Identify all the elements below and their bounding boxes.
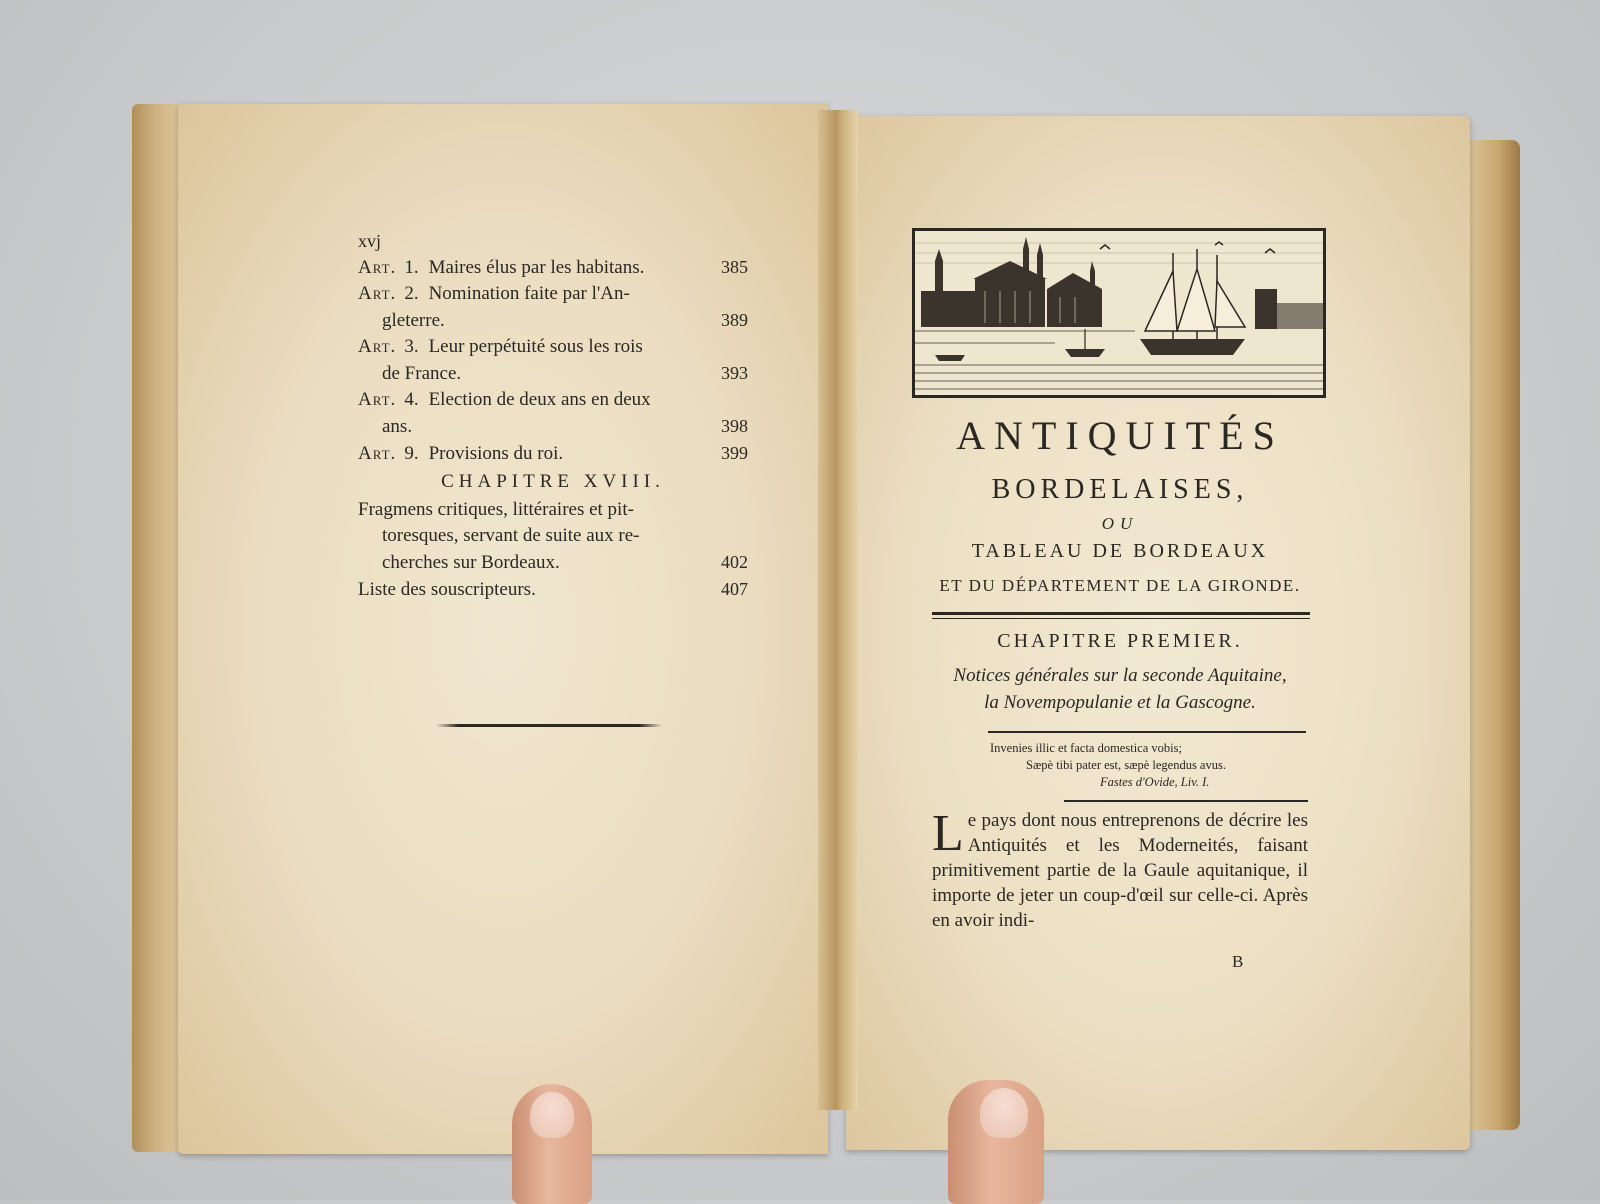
page-number: xvj [358, 231, 382, 251]
toc-entry-text: Fragmens critiques, littéraires et pit- [358, 499, 634, 520]
epigraph-source: Fastes d'Ovide, Liv. I. [1100, 775, 1210, 789]
toc-entry-text: Nomination faite par l'An- [428, 283, 630, 304]
toc-entry-page: 385 [721, 257, 748, 277]
toc-entry-label: Art. [358, 336, 397, 357]
toc-entry-label: Art. [358, 443, 397, 464]
epigraph-rule-bottom [1064, 800, 1308, 802]
epigraph-rule-top [988, 731, 1306, 733]
body-paragraph [932, 805, 1308, 933]
chapter-heading: CHAPITRE XVIII. [441, 471, 665, 492]
toc-entry-number: 9. [404, 443, 419, 464]
toc-entry-text-cont: cherches sur Bordeaux. [382, 552, 560, 573]
toc-entry-text-cont: ans. [382, 416, 413, 437]
toc-entry-page: 393 [721, 363, 748, 383]
table-of-contents [358, 228, 748, 603]
toc-entry-page: 389 [721, 310, 748, 330]
chapter-subtitle [880, 662, 1360, 716]
toc-entry-text: Leur perpétuité sous les rois [428, 336, 643, 357]
toc-entry-text-cont: de France. [382, 363, 462, 384]
toc-entry-text-cont: toresques, servant de suite aux re- [382, 525, 640, 546]
toc-entry-label: Art. [358, 257, 397, 278]
chapter-subtitle-line: Notices générales sur la seconde Aquitaine, [953, 665, 1287, 686]
epigraph [990, 740, 1310, 791]
chapter-title: CHAPITRE PREMIER. [997, 630, 1243, 652]
toc-entry [358, 576, 748, 603]
toc-entry [358, 254, 748, 281]
toc-entry-text: Maires élus par les habitans. [428, 257, 645, 278]
drop-cap: L [932, 805, 964, 862]
toc-entry-page: 407 [721, 579, 748, 599]
body-first-line: e pays dont nous entreprenons de [967, 810, 1224, 831]
toc-entry-page: 399 [721, 443, 748, 463]
toc-entry-page: 402 [721, 552, 748, 572]
toc-entry-page: 398 [721, 416, 748, 436]
toc-entry [358, 334, 748, 387]
harbour-woodcut-illustration [912, 228, 1326, 398]
signature-mark: B [1232, 952, 1244, 971]
toc-entry-number: 4. [404, 389, 419, 410]
toc-entry-text: Liste des souscripteurs. [358, 579, 536, 600]
toc-entry-number: 1. [404, 257, 419, 278]
book-title-line-3: OU [1101, 514, 1139, 533]
book-title-line-5: ET DU DÉPARTEMENT DE LA GIRONDE. [939, 576, 1301, 595]
epigraph-line: Sæpè tibi pater est, sæpè legendus avus. [1026, 758, 1226, 772]
book-gutter [818, 110, 858, 1110]
epigraph-line: Invenies illic et facta domestica vobis; [990, 741, 1182, 755]
chapter-subtitle-line: la Novempopulanie et la Gascogne. [984, 692, 1256, 713]
toc-chapter-entry [358, 497, 748, 576]
toc-entry [358, 440, 748, 467]
title-rule [932, 612, 1310, 619]
toc-entry-number: 2. [404, 283, 419, 304]
body-text: décrire les Antiquités et les Moderneités, faisant primitivement partie de la Gaule aquitanique, il importe de jeter un coup-d'œil sur celle-ci. Après en avoir indi- [932, 810, 1308, 931]
book-title-line-2: BORDELAISES, [991, 474, 1249, 505]
toc-entry-label: Art. [358, 283, 397, 304]
toc-entry-text-cont: gleterre. [382, 310, 445, 331]
book-title-line-1: ANTIQUITÉS [956, 413, 1284, 458]
toc-entry [358, 281, 748, 334]
toc-entry-text: Election de deux ans en deux [428, 389, 651, 410]
toc-entry-text: Provisions du roi. [428, 443, 564, 464]
book-title-line-4: TABLEAU DE BORDEAUX [971, 540, 1269, 562]
toc-entry [358, 387, 748, 440]
toc-entry-number: 3. [404, 336, 419, 357]
end-rule [436, 724, 662, 727]
toc-entry-label: Art. [358, 389, 397, 410]
